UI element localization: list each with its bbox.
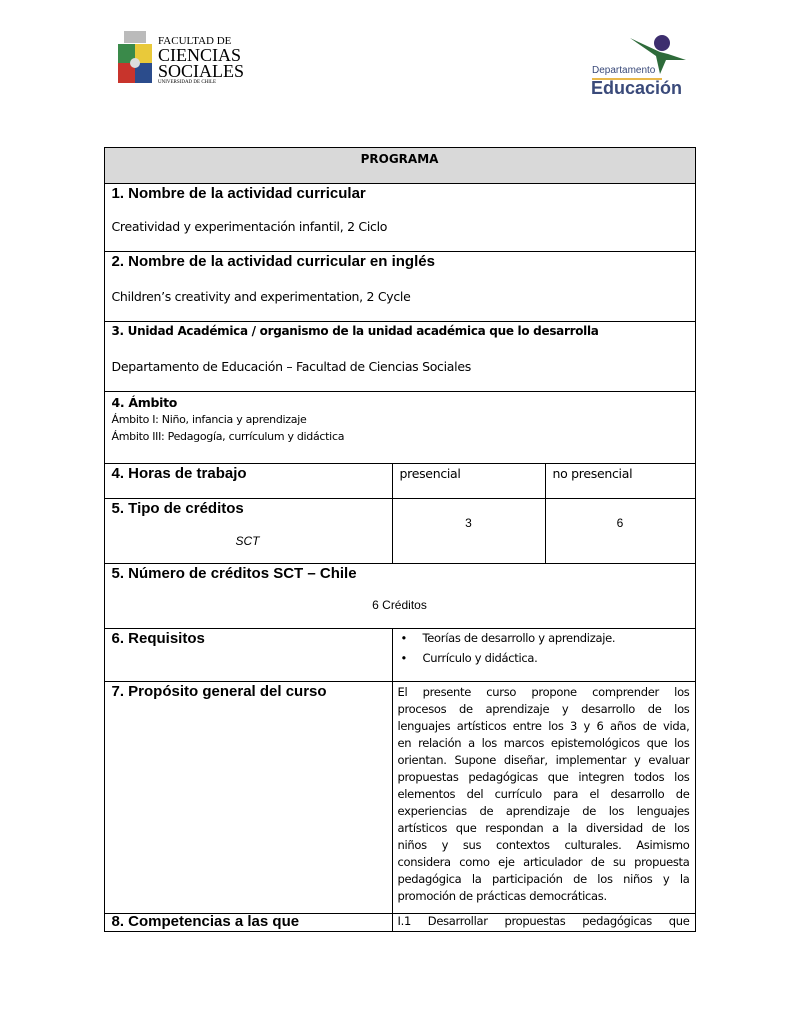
purpose-label-cell [104, 681, 393, 914]
purpose-line: niños y sus contextos culturales. Asimismo [397, 837, 690, 852]
section-title: 8. Competencias a las que [111, 912, 300, 930]
purpose-line: lenguajes artísticos entre los 3 y 6 años de vida, [397, 718, 690, 733]
credits-number-section [104, 563, 696, 629]
section-2 [104, 251, 696, 322]
section-title: 3. Unidad Académica / organismo de la unidad académica que lo desarrolla [111, 323, 599, 338]
section-title: 5. Tipo de créditos [111, 499, 244, 517]
purpose-line: considera como eje articulador de su propuesta [397, 854, 690, 869]
logo-text: UNIVERSIDAD DE CHILE [158, 80, 217, 85]
section-1 [104, 183, 696, 252]
no-presencial-hours: 6 [616, 515, 624, 530]
header-label: PROGRAMA [360, 151, 439, 166]
section-4 [104, 391, 696, 464]
section-title: 6. Requisitos [111, 629, 205, 647]
logo-text: CIENCIAS [158, 45, 242, 65]
hours-label-cell [104, 463, 393, 499]
course-name: Creatividad y experimentación infantil, 2 Ciclo [111, 218, 388, 234]
purpose-line: El presente curso propone comprender los [397, 684, 690, 699]
purpose-line: elementos del currículo para el desarrollo de [397, 786, 690, 801]
purpose-line: propuestas pedagógicas que integren todos los [397, 769, 690, 784]
university-crest-icon [118, 30, 152, 96]
section-3 [104, 321, 696, 392]
section-title: 2. Nombre de la actividad curricular en inglés [111, 252, 435, 270]
purpose-line: artísticos que respondan a la diversidad de los [397, 820, 690, 835]
section-title: 1. Nombre de la actividad curricular [111, 184, 366, 202]
requirement-text: Currículo y didáctica. [422, 650, 538, 665]
ambito-line: Ámbito I: Niño, infancia y aprendizaje [111, 412, 307, 426]
purpose-line: orientan. Supone diseñar, implementar y evaluar [397, 752, 690, 767]
credits-value: 6 Créditos [372, 597, 427, 612]
credit-type-cell [104, 498, 393, 564]
purpose-value-cell [392, 681, 696, 914]
hours-presencial-cell [392, 463, 546, 499]
section-title: 5. Número de créditos SCT – Chile [111, 564, 357, 582]
presencial-value-cell [392, 498, 546, 564]
logo-text: Departamento [592, 65, 656, 76]
presencial-hours: 3 [465, 515, 472, 530]
purpose-line: en relación a los marcos epistemológicos que los [397, 735, 690, 750]
section-title: 4. Horas de trabajo [111, 464, 247, 482]
hours-no-presencial-cell [545, 463, 696, 499]
logo-text: SOCIALES [158, 61, 245, 81]
departamento-logo [590, 34, 700, 98]
section-title: 7. Propósito general del curso [111, 682, 327, 700]
credit-type: SCT [235, 533, 260, 548]
purpose-line: pedagógica la participación de los niños y la [397, 871, 690, 886]
requirement-item: • Currículo y didáctica. [400, 650, 538, 665]
requirement-text: Teorías de desarrollo y aprendizaje. [422, 630, 616, 645]
section-title: 4. Ámbito [111, 394, 178, 410]
column-label: no presencial [552, 465, 633, 481]
purpose-line: promoción de prácticas democráticas. [397, 888, 607, 903]
facultad-logo [118, 30, 248, 96]
academic-unit: Departamento de Educación – Facultad de Ciencias Sociales [111, 358, 471, 374]
competencies-label-cell [104, 913, 393, 932]
column-label: presencial [399, 465, 461, 481]
requirements-label-cell [104, 628, 393, 682]
logo-text: FACULTAD DE [158, 35, 232, 47]
requirements-value-cell [392, 628, 696, 682]
no-presencial-value-cell [545, 498, 696, 564]
competencies-value-cell [392, 913, 696, 932]
table-header [104, 147, 696, 184]
course-name-english: Children’s creativity and experimentation, 2 Cycle [111, 288, 411, 304]
purpose-line: experiencias de aprendizaje de los lenguajes [397, 803, 690, 818]
competency-text: I.1 Desarrollar propuestas pedagógicas que [397, 913, 690, 928]
purpose-line: procesos de aprendizaje y desarrollo de los [397, 701, 690, 716]
requirement-item: • Teorías de desarrollo y aprendizaje. [400, 630, 616, 645]
ambito-line: Ámbito III: Pedagogía, currículum y didáctica [111, 429, 345, 443]
logo-text: Educación [591, 78, 683, 98]
